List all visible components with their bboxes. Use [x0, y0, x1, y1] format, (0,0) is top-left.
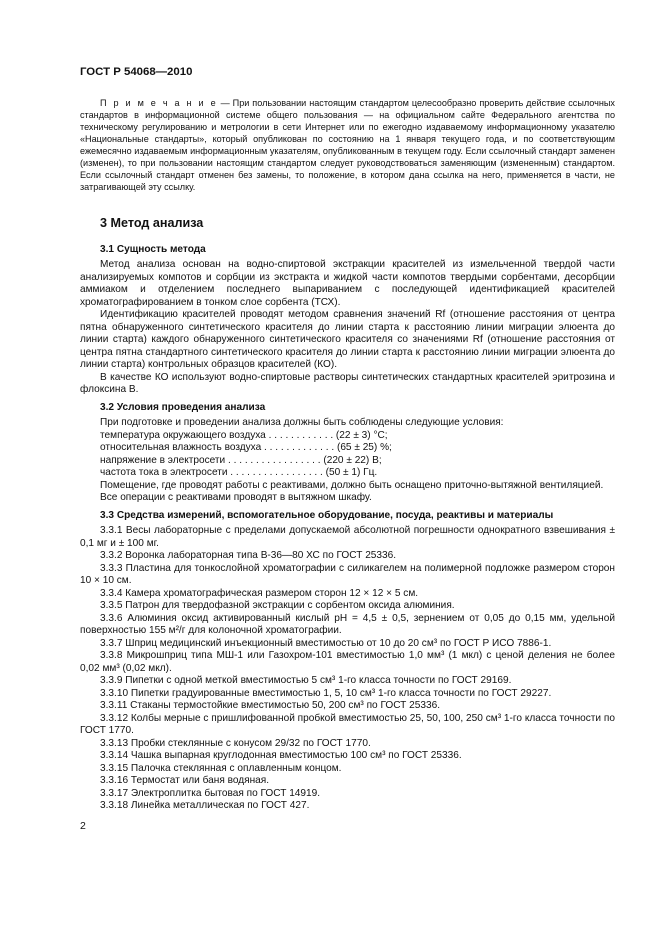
section-3-1-title: 3.1 Сущность метода — [100, 243, 206, 255]
paragraph: В качестве КО используют водно-спиртовые растворы синтетических стандартных красителей эритрозина и флоксина В. — [80, 371, 615, 396]
list-item: 3.3.17 Электроплитка бытовая по ГОСТ 14919. — [100, 787, 321, 799]
page-number: 2 — [80, 820, 86, 832]
list-item: 3.3.10 Пипетки градуированные вместимостью 1, 5, 10 см³ 1-го класса точности по ГОСТ 29227. — [100, 687, 552, 699]
paragraph: При подготовке и проведении анализа должны быть соблюдены следующие условия: — [100, 417, 504, 429]
condition-row: напряжение в электросети . . . . . . . . . . . . . . . . . (220 ± 22) В; — [100, 454, 382, 466]
paragraph: Помещение, где проводят работы с реактивами, должно быть оснащено приточно-вытяжной вентиляцией. — [100, 479, 604, 491]
list-item: 3.3.3 Пластина для тонкослойной хроматографии с силикагелем на полимерной подложке размером сторон 10 × 10 см. — [80, 562, 615, 587]
paragraph: Все операции с реактивами проводят в вытяжном шкафу. — [100, 492, 372, 504]
list-item: 3.3.2 Воронка лабораторная типа В-36—80 ХС по ГОСТ 25336. — [100, 550, 397, 562]
list-item: 3.3.5 Патрон для твердофазной экстракции с сорбентом оксида алюминия. — [100, 600, 455, 612]
section-3-2-title: 3.2 Условия проведения анализа — [100, 401, 266, 413]
note-text: — При пользовании настоящим стандартом целесообразно проверить действие ссылочных стандартов в информационной системе общего пользования — на официальном сайте Федерального агентства по техническому регулированию и метрологии в сети Интернет или по ежегодно издаваемому информационному указателю «Национальные стандарты», который опубликован по состоянию на 1 января текущего года, и по соответствующим ежемесячно издаваемым информационным указателям, опубликованным в текущем году. Если ссылочный стандарт заменен (изменен), то при пользовании настоящим стандартом следует руководствоваться заменяющим (измененным) стандартом. Если ссылочный стандарт отменен без замены, то положение, в котором дана ссылка на него, применяется в части, не затрагивающей эту ссылку. — [80, 97, 615, 193]
note-label: П р и м е ч а н и е — [100, 97, 218, 108]
list-item: 3.3.9 Пипетки с одной меткой вместимостью 5 см³ 1-го класса точности по ГОСТ 29169. — [100, 675, 512, 687]
condition-row: относительная влажность воздуха . . . . . . . . . . . . . (65 ± 25) %; — [100, 442, 392, 454]
list-item: 3.3.14 Чашка выпарная круглодонная вместимостью 100 см³ по ГОСТ 25336. — [100, 750, 462, 762]
reference-note — [80, 97, 615, 194]
list-item: 3.3.8 Микрошприц типа МШ-1 или Газохром-101 вместимостью 1,0 мм³ (1 мкл) с ценой деления не более 0,02 мм³ (0,02 мкл). — [80, 650, 615, 674]
list-item: 3.3.16 Термостат или баня водяная. — [100, 775, 270, 787]
list-item: 3.3.11 Стаканы термостойкие вместимостью 50, 200 см³ по ГОСТ 25336. — [100, 700, 441, 712]
list-item: 3.3.18 Линейка металлическая по ГОСТ 427. — [100, 800, 310, 812]
list-item: 3.3.6 Алюминия оксид активированный кислый pH = 4,5 ± 0,5, зернением от 0,05 до 0,15 мм, удельной поверхностью 155 м²/г для колоночной хроматографии. — [80, 612, 615, 637]
list-item: 3.3.15 Палочка стеклянная с оплавленным концом. — [100, 762, 342, 774]
condition-row: частота тока в электросети . . . . . . . . . . . . . . . . . (50 ± 1) Гц. — [100, 467, 378, 479]
paragraph: Метод анализа основан на водно-спиртовой экстракции красителей из измельченной твердой части анализируемых компотов и сорбции из экстракта и жидкой части компотов твердыми сорбентами, десорбции аммиаком и отделением последнего выпариванием с последующей идентификацией красителей хроматографированием в тонком слое сорбента (ТСХ). — [80, 259, 615, 308]
list-item: 3.3.13 Пробки стеклянные с конусом 29/32 по ГОСТ 1770. — [100, 737, 371, 749]
paragraph: Идентификацию красителей проводят методом сравнения значений Rf (отношение расстояния от центра пятна обнаруженного синтетического красителя до линии старта к расстоянию линии миграции элюента до линии старта) каждого обнаруженного синтетического красителя со значениями Rf (отношение расстояния от центра пятна стандартного синтетического красителя до линии старта к расстоянию линии миграции элюента до линии старта) контрольных образцов красителей (КО). — [80, 309, 615, 371]
list-item: 3.3.12 Колбы мерные с пришлифованной пробкой вместимостью 25, 50, 100, 250 см³ 1-го класса точности по ГОСТ 1770. — [80, 712, 615, 737]
list-item: 3.3.1 Весы лабораторные с пределами допускаемой абсолютной погрешности однократного взвешивания ± 0,1 мг и ± 100 мг. — [80, 525, 615, 549]
condition-row: температура окружающего воздуха . . . . . . . . . . . . (22 ± 3) °С; — [100, 429, 388, 441]
document-header: ГОСТ Р 54068—2010 — [80, 66, 193, 78]
section-3-title: 3 Метод анализа — [100, 216, 204, 231]
list-item: 3.3.4 Камера хроматографическая размером сторон 12 × 12 × 5 см. — [100, 587, 419, 599]
list-item: 3.3.7 Шприц медицинский инъекционный вместимостью от 10 до 20 см³ по ГОСТ Р ИСО 7886-1. — [100, 637, 552, 649]
section-3-3-title: 3.3 Средства измерений, вспомогательное оборудование, посуда, реактивы и материалы — [100, 509, 554, 521]
